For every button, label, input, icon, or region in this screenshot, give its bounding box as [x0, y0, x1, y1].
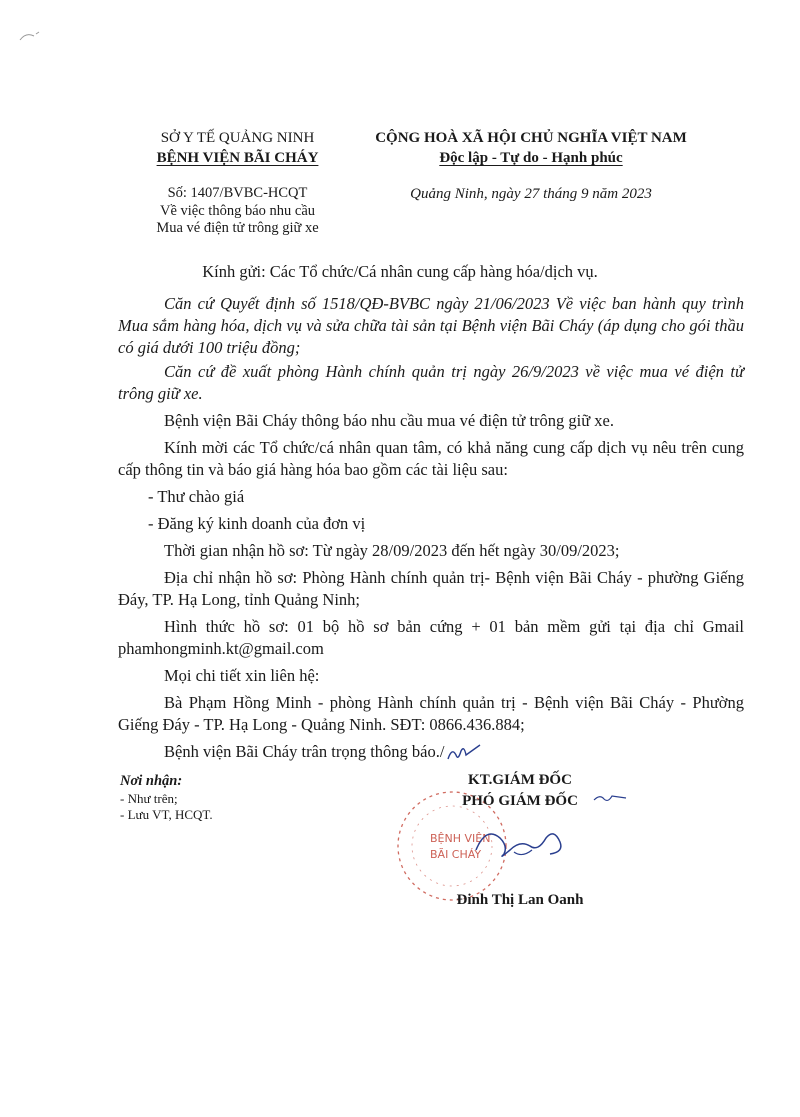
document-number: Số: 1407/BVBC-HCQT: [167, 185, 308, 201]
nation-name: CỘNG HOÀ XÃ HỘI CHỦ NGHĨA VIỆT NAM: [375, 130, 687, 146]
required-doc-1: - Thư chào giá: [148, 487, 245, 506]
closing-line: [118, 741, 744, 763]
national-header: [372, 128, 690, 168]
invitation-paragraph: Kính mời các Tổ chức/cá nhân quan tâm, có khả năng cung cấp dịch vụ nêu trên cung cấp thông tin và báo giá hàng hóa bao gồm các tài liệu sau:: [118, 438, 744, 479]
recipients-title: Nơi nhận:: [120, 773, 183, 789]
recipients-block: [120, 773, 340, 823]
stamp-text-2: BÃI CHÁY: [430, 848, 482, 861]
issuer-header: [120, 128, 355, 168]
submission-time: Thời gian nhận hồ sơ: Từ ngày 28/09/2023 đến hết ngày 30/09/2023;: [164, 541, 620, 560]
signer-title: PHÓ GIÁM ĐỐC: [462, 793, 578, 809]
title-initials-icon: [592, 790, 628, 806]
recipient-item: - Lưu VT, HCQT.: [120, 807, 213, 822]
national-motto: Độc lập - Tự do - Hạnh phúc: [439, 150, 623, 166]
recipient-item: - Như trên;: [120, 791, 178, 806]
document-reference: [120, 185, 355, 238]
legal-basis-1: Căn cứ Quyết định số 1518/QĐ-BVBC ngày 21/06/2023 Về việc ban hành quy trình Mua sắm hàng hóa, dịch vụ và sửa chữa tài sản tại Bệnh viện Bãi Cháy (áp dụng cho gói thầu có giá dưới 100 triệu đồng;: [118, 294, 744, 357]
organization-name: BỆNH VIỆN BÃI CHÁY: [156, 150, 319, 166]
legal-basis-2: Căn cứ đề xuất phòng Hành chính quản trị ngày 26/9/2023 về việc mua vé điện tử trông giữ xe.: [118, 362, 744, 403]
signer-name: Đinh Thị Lan Oanh: [456, 892, 584, 908]
contact-details: Bà Phạm Hồng Minh - phòng Hành chính quản trị - Bệnh viện Bãi Cháy - Phường Giếng Đáy - TP. Hạ Long - Quảng Ninh. SĐT: 0866.436.884;: [118, 693, 744, 734]
handwritten-signature: [470, 820, 570, 865]
document-body: [118, 293, 744, 768]
notice-paragraph: Bệnh viện Bãi Cháy thông báo nhu cầu mua vé điện tử trông giữ xe.: [164, 411, 615, 430]
scan-artifact-mark: [12, 18, 52, 48]
subject-line-2: Mua vé điện tử trông giữ xe: [156, 220, 319, 236]
submission-address: Địa chỉ nhận hồ sơ: Phòng Hành chính quản trị- Bệnh viện Bãi Cháy - phường Giếng Đáy, TP. Hạ Long, tỉnh Quảng Ninh;: [118, 568, 744, 609]
issue-date: Quảng Ninh, ngày 27 tháng 9 năm 2023: [410, 186, 652, 202]
initials-mark-icon: [446, 743, 482, 763]
closing-text: Bệnh viện Bãi Cháy trân trọng thông báo./: [164, 742, 445, 761]
signer-block: [420, 770, 620, 812]
stamp-text-1: BỆNH VIỆN: [430, 832, 491, 845]
subject-line-1: Về việc thông báo nhu cầu: [159, 202, 316, 219]
signer-authority: KT.GIÁM ĐỐC: [468, 772, 572, 788]
ministry-name: SỞ Y TẾ QUẢNG NINH: [160, 130, 315, 146]
recipient-line: Kính gửi: Các Tổ chức/Cá nhân cung cấp hàng hóa/dịch vụ.: [202, 262, 598, 281]
contact-intro: Mọi chi tiết xin liên hệ:: [164, 666, 320, 685]
required-doc-2: - Đăng ký kinh doanh của đơn vị: [148, 514, 366, 533]
submission-form: Hình thức hồ sơ: 01 bộ hồ sơ bản cứng + 01 bản mềm gửi tại địa chỉ Gmail phamhongminh.kt@gmail.com: [118, 617, 744, 658]
